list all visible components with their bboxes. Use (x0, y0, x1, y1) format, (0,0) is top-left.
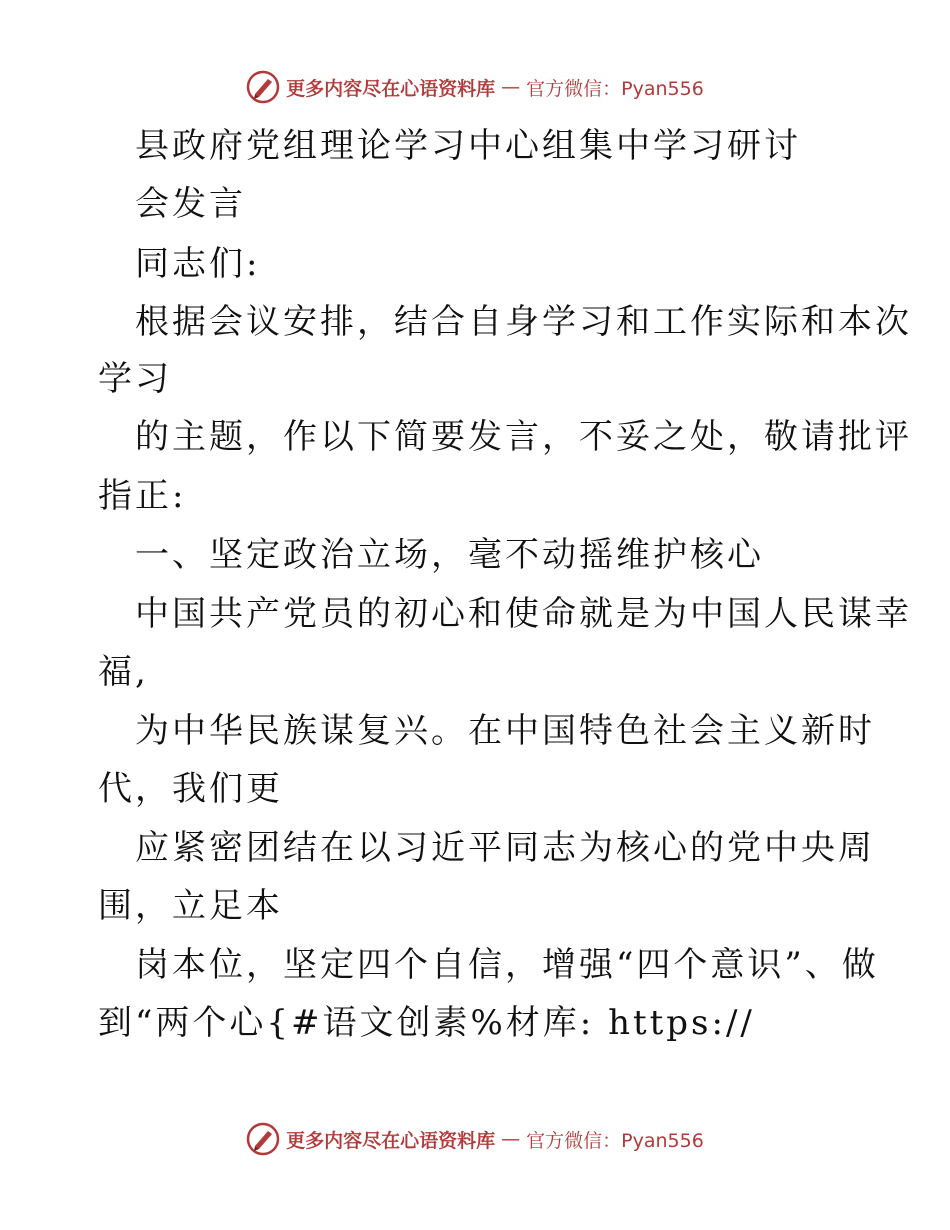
doc-title-line-2: 会发言 (135, 184, 246, 224)
paragraph-line: 指正: (98, 476, 187, 516)
paragraph-line: 到“两个心{#语文创素%材库: https:// (98, 1003, 755, 1043)
paragraph-line: 福, (98, 652, 149, 692)
paragraph-line: 的主题，作以下简要发言，不妥之处，敬请批评 (135, 417, 912, 457)
paragraph-line: 学习 (98, 359, 172, 399)
watermark-dash: — (501, 1128, 521, 1150)
pen-logo-icon (246, 1122, 280, 1156)
doc-title-line-1: 县政府党组理论学习中心组集中学习研讨 (135, 126, 801, 166)
salutation: 同志们: (135, 244, 261, 284)
watermark-dash: — (501, 76, 521, 98)
paragraph-line: 为中华民族谋复兴。在中国特色社会主义新时 (135, 711, 875, 751)
paragraph-line: 应紧密团结在以习近平同志为核心的党中央周 (135, 828, 875, 868)
section-heading: 一、坚定政治立场，毫不动摇维护核心 (135, 535, 764, 575)
pen-logo-icon (246, 70, 280, 104)
watermark-contact: 官方微信：Pyan556 (526, 77, 704, 100)
paragraph-line: 中国共产党员的初心和使命就是为中国人民谋幸 (135, 594, 912, 634)
watermark-contact: 官方微信：Pyan556 (526, 1129, 704, 1152)
paragraph-line: 根据会议安排，结合自身学习和工作实际和本次 (135, 302, 912, 342)
paragraph-line: 代，我们更 (98, 769, 283, 809)
footer-watermark (0, 1122, 950, 1156)
watermark-text: 更多内容尽在心语资料库 (286, 77, 496, 100)
paragraph-line: 围，立足本 (98, 886, 283, 926)
header-watermark (0, 70, 950, 104)
watermark-text: 更多内容尽在心语资料库 (286, 1129, 496, 1152)
paragraph-line: 岗本位，坚定四个自信，增强“四个意识”、做 (135, 945, 879, 985)
